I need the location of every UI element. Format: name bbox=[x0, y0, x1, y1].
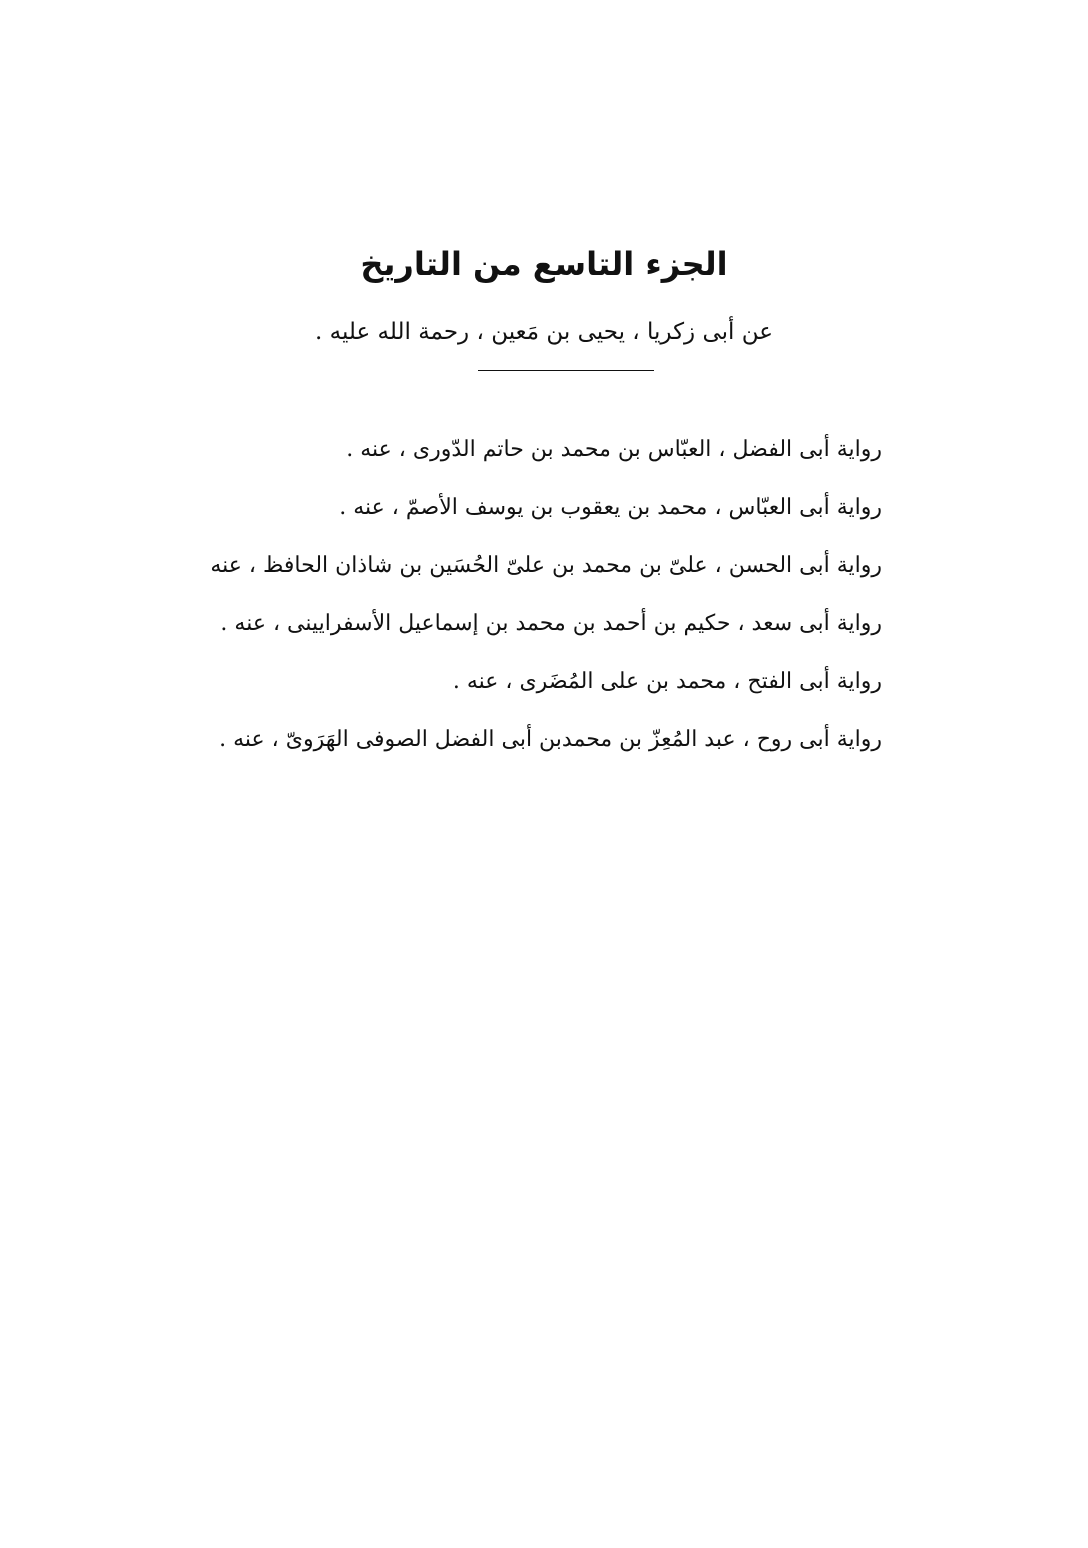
transmission-line: رواية أبى روح ، عبد المُعِزّ بن محمدبن أبى الفضل الصوفى الهَرَوىّ ، عنه . bbox=[219, 727, 882, 752]
transmission-line: رواية أبى سعد ، حكيم بن أحمد بن محمد بن إسماعيل الأسفرايينى ، عنه . bbox=[220, 611, 882, 636]
transmission-line: رواية أبى الفتح ، محمد بن على المُضَرى ، عنه . bbox=[452, 669, 882, 694]
transmission-line: رواية أبى الحسن ، علىّ بن محمد بن علىّ الحُسَين بن شاذان الحافظ ، عنه bbox=[210, 553, 882, 578]
page-subtitle: عن أبى زكريا ، يحيى بن مَعين ، رحمة الله عليه . bbox=[315, 319, 773, 345]
title-divider bbox=[478, 370, 654, 371]
transmission-list bbox=[192, 430, 882, 778]
transmission-line: رواية أبى الفضل ، العبّاس بن محمد بن حاتم الدّورى ، عنه . bbox=[346, 437, 882, 462]
transmission-line: رواية أبى العبّاس ، محمد بن يعقوب بن يوسف الأصمّ ، عنه . bbox=[339, 495, 882, 520]
page-title: الجزء التاسع من التاريخ bbox=[360, 245, 728, 283]
